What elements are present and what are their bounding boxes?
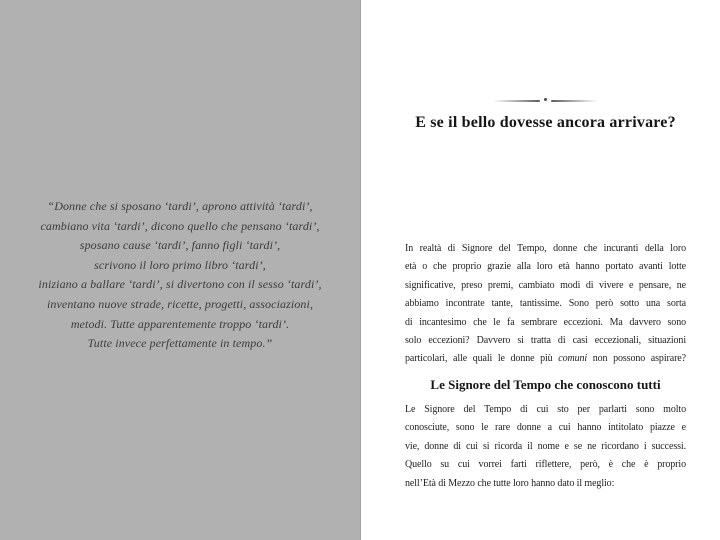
quote-line: inventano nuove strade, ricette, progetti, associazioni,: [46, 296, 314, 311]
quote-line: scrivono il loro primo libro ‘tardi’,: [94, 257, 266, 272]
section-paragraph: [405, 401, 686, 493]
text-line: età o che proprio grazie alla loro età hanno portato avanti lotte: [405, 261, 686, 273]
text-line: solo eccezioni? Davvero si tratta di casi eccezionali, situazioni: [405, 335, 686, 347]
text-line: Le Signore del Tempo di cui sto per parlarti sono molto: [405, 404, 686, 415]
quote-line: cambiano vita ‘tardi’, dicono quello che pensano ‘tardi’,: [40, 218, 320, 233]
text-line: conosciute, sono le rare donne a cui hanno intitolato piazze e: [405, 422, 686, 434]
epigraph-quote: [0, 197, 360, 354]
quote-line: metodi. Tutte apparentemente troppo ‘tardi’.: [70, 316, 290, 331]
text-line: vie, donne di cui si ricorda il nome e se ne ricordano i successi.: [405, 440, 686, 452]
text-line: particolari, alle quali le donne più comuni non possono aspirare?: [405, 353, 686, 365]
quote-line: sposano cause ‘tardi’, fanno figli ‘tardi’,: [79, 238, 281, 253]
text-line: nell’Età di Mezzo che tutte loro hanno dato il meglio:: [405, 477, 615, 489]
quote-line: “Donne che si sposano ‘tardi’, aprono attività ‘tardi’,: [47, 199, 313, 213]
text-line: significative, preso premi, cambiato modi di vivere e pensare, ne: [405, 279, 686, 291]
intro-paragraph: [405, 240, 686, 369]
ornament-right-rule: [551, 100, 598, 102]
right-page: [361, 0, 720, 540]
text-line: abbiamo incontrate tante, tantissime. Sono però sotto una sorta: [405, 298, 686, 310]
quote-line: Tutte invece perfettamente in tempo.”: [87, 336, 273, 351]
ornament-left-rule: [493, 100, 540, 102]
text-line: di incantesimo che le fa sembrare eccezioni. Ma davvero sono: [405, 316, 686, 328]
ornament-dot: [544, 98, 547, 101]
chapter-title: E se il bello dovesse ancora arrivare?: [415, 114, 676, 131]
chapter-ornament-icon: [405, 96, 686, 105]
section-heading: Le Signore del Tempo che conoscono tutti: [430, 377, 661, 392]
text-line: Quello su cui vorrei farti riflettere, però, è che è proprio: [405, 459, 686, 471]
quote-line: iniziano a ballare ‘tardi’, si divertono con il sesso ‘tardi’,: [38, 277, 322, 292]
text-line: In realtà di Signore del Tempo, donne che incuranti della loro: [405, 243, 686, 254]
